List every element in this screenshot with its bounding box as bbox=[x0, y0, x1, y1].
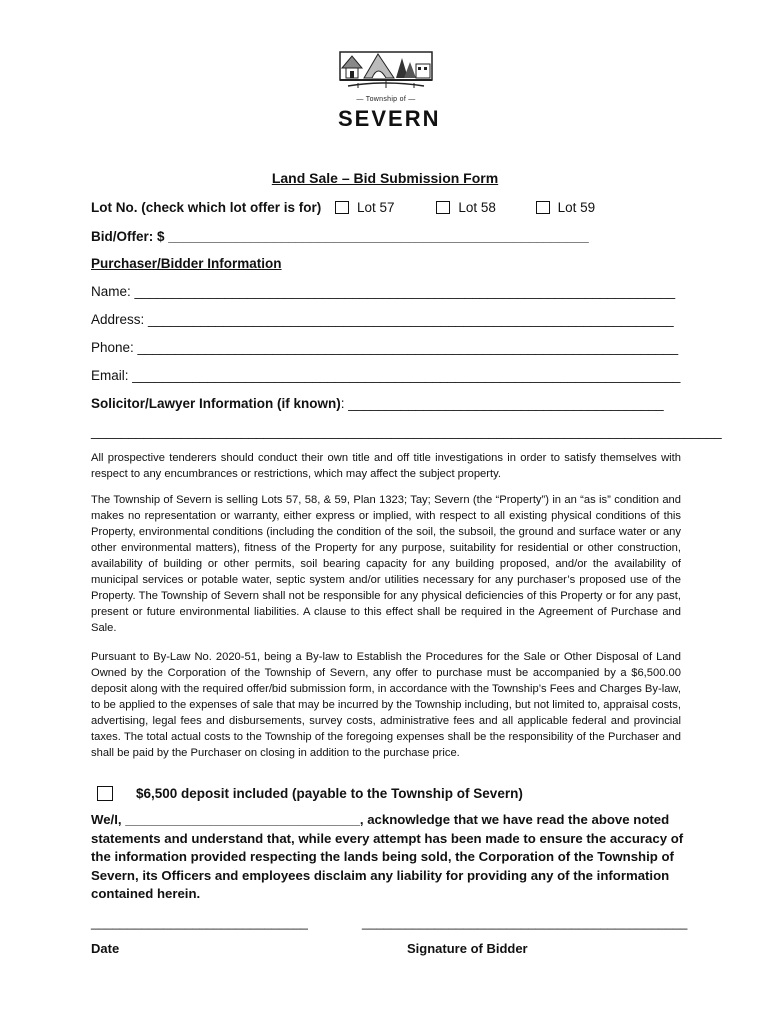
signature-line[interactable]: _____________________________________________ bbox=[362, 915, 688, 930]
lot-label: Lot No. (check which lot offer is for) bbox=[91, 200, 322, 215]
date-line[interactable]: ______________________________ bbox=[91, 915, 308, 930]
solicitor-blank[interactable]: : __________________________________________ bbox=[340, 396, 664, 411]
lot-selection-row bbox=[91, 200, 595, 215]
form-title: Land Sale – Bid Submission Form bbox=[271, 170, 499, 186]
township-logo-graphic bbox=[338, 50, 434, 94]
township-logo bbox=[338, 50, 441, 134]
purchaser-heading: Purchaser/Bidder Information bbox=[91, 256, 282, 271]
lot-57-checkbox[interactable] bbox=[335, 201, 349, 214]
address-field[interactable]: Address: ______________________________________________________________________ bbox=[91, 312, 674, 327]
solicitor-field[interactable] bbox=[91, 396, 664, 411]
lot-59-label: Lot 59 bbox=[557, 200, 596, 215]
lot-option-57[interactable] bbox=[335, 200, 395, 215]
lot-option-59[interactable] bbox=[536, 200, 596, 215]
deposit-label: $6,500 deposit included (payable to the Township of Severn) bbox=[136, 786, 523, 801]
logo-tagline: — Township of — bbox=[356, 96, 416, 103]
investigation-paragraph: All prospective tenderers should conduct their own title and off title investigations in order to satisfy themselves with respect to any encumbrances or restrictions, which may affect the subject property. bbox=[91, 452, 681, 480]
solicitor-field-line2[interactable]: ____________________________________________________________________________________ bbox=[91, 424, 722, 439]
phone-field[interactable]: Phone: ________________________________________________________________________ bbox=[91, 340, 679, 355]
deposit-checkbox[interactable] bbox=[97, 786, 113, 801]
bid-offer-field[interactable]: Bid/Offer: $ ________________________________________________________ bbox=[91, 229, 589, 244]
lot-58-checkbox[interactable] bbox=[436, 201, 450, 214]
signature-label: Signature of Bidder bbox=[407, 941, 528, 956]
logo-brand: SEVERN bbox=[338, 106, 441, 131]
lot-59-checkbox[interactable] bbox=[536, 201, 550, 214]
as-is-paragraph: The Township of Severn is selling Lots 57, 58, & 59, Plan 1323; Tay; Severn (the “Property”) in an “as is” condition and makes no representation or warranty, either express or implied, with respect to all existing physical conditions of this Property, environmental conditions (including the condition of the soil, the subsoil, the ground and surface water or any other environmental matters), fitness of the Property for any purpose, suitability for residential or other construction, availability of building or other permits, soil bearing capacity for any building proposed, and/or the availability of municipal services or potable water, septic system and/or utilities necessary for any purchaser’s proposed use of the Property. The Township of Severn shall not be responsible for any physical deficiencies of this Property or for any past, present or future environmental liabilities. A clause to this effect shall be required in the Agreement of Purchase and Sale. bbox=[91, 494, 681, 634]
lot-option-58[interactable] bbox=[436, 200, 496, 215]
email-field[interactable]: Email: _________________________________________________________________________ bbox=[91, 368, 681, 383]
acknowledgement-text: We/I, ________________________________, acknowledge that we have read the above noted statements and understand that, while every attempt has been made to ensure the accuracy of the information provided respecting the lands being sold, the Corporation of the Township of Severn, its Officers and employees disclaim any liability for providing any of the information contained herein. bbox=[91, 812, 684, 901]
solicitor-label: Solicitor/Lawyer Information (if known) bbox=[91, 396, 341, 411]
lot-57-label: Lot 57 bbox=[357, 200, 395, 215]
date-label: Date bbox=[91, 941, 120, 956]
name-field[interactable]: Name: ________________________________________________________________________ bbox=[91, 284, 676, 299]
bylaw-paragraph: Pursuant to By-Law No. 2020-51, being a By-law to Establish the Procedures for the Sale or Other Disposal of Land Owned by the Corporation of the Township of Severn, any offer to purchase must be accompanied by a $6,500.00 deposit along with the required offer/bid submission form, in accordance with the Township’s Fees and Charges By-law, to be applied to the expenses of sale that may be incurred by the Township including, but not limited to, appraisal costs, advertising, legal fees and disbursements, survey costs, administrative fees and all applicable federal and provincial taxes. The total actual costs to the Township of the foregoing expenses shall be the responsibility of the Purchaser and shall be paid by the Purchaser on closing in addition to the purchase price. bbox=[91, 651, 681, 759]
lot-58-label: Lot 58 bbox=[458, 200, 496, 215]
